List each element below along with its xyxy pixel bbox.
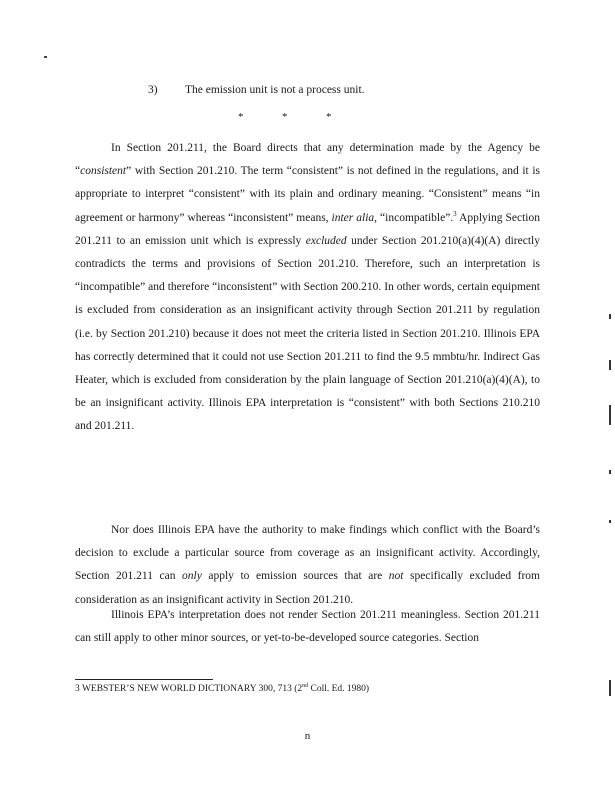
list-item-text: The emission unit is not a process unit. <box>185 84 365 96</box>
scan-edge-mark <box>609 360 611 370</box>
scan-edge-mark <box>609 520 611 523</box>
footnote-number: 3 <box>75 684 80 694</box>
separator-star: * <box>238 111 244 123</box>
paragraph-interpretation: Illinois EPA’s interpretation does not render Section 201.211 meaningless. Section 201.211 can still apply to other minor sources, or yet-to-be-developed source categories. Section <box>75 609 540 645</box>
scan-edge-mark <box>609 314 611 319</box>
footnote: 3 WEBSTER’S NEW WORLD DICTIONARY 300, 713 (2nd Coll. Ed. 1980) <box>75 682 370 694</box>
paragraph-authority: Nor does Illinois EPA have the authority to make findings which conflict with the Board’s decision to exclude a particular source from coverage as an insignificant activity. Accordingly, Section 201.211 can only apply to emission sources that are not specifically excluded from consideration as an insignificant activity in Section 201.210. <box>75 524 540 606</box>
list-item-3 <box>148 84 365 96</box>
scan-edge-mark <box>609 470 611 474</box>
section-separator <box>238 111 370 123</box>
separator-star: * <box>326 111 332 123</box>
footnote-divider <box>75 679 213 680</box>
scan-edge-mark <box>609 405 611 425</box>
footnote-reference[interactable]: 3 <box>453 209 457 218</box>
separator-star: * <box>282 111 288 123</box>
scan-mark <box>44 56 47 58</box>
paragraph-consistency: In Section 201.211, the Board directs that any determination made by the Agency be “consistent” with Section 201.210. The term “consistent” is not defined in the regulations, and it is appropriate to interpret “consistent” with its plain and ordinary meaning. “Consistent” means “in agreement or harmony” whereas “inconsistent” means, inter alia, “incompatible”.$^3$ Applying Section 201.211 to an emission unit which is expressly excluded under Section 201.210(a)(4)(A) directly contradicts the terms and provisions of Section 201.210. Therefore, such an interpretation is “incompatible” and therefore “inconsistent” with Section 200.210. In other words, certain equipment is excluded from consideration as an insignificant activity through Section 201.211 by regulation (i.e. by Section 201.210) because it does not meet the criteria listed in Section 201.210. Illinois EPA has correctly determined that it could not use Section 201.211 to find the 9.5 mmbtu/hr. Indirect Gas Heater, which is excluded from consideration by the plain language of Section 201.210(a)(4)(A), to be an insignificant activity. Illinois EPA interpretation is “consistent” with both Sections 210.210 and 201.211. <box>75 142 540 433</box>
page-number: n <box>304 730 311 742</box>
scan-edge-mark <box>609 680 611 696</box>
list-item-number: 3) <box>148 84 158 96</box>
